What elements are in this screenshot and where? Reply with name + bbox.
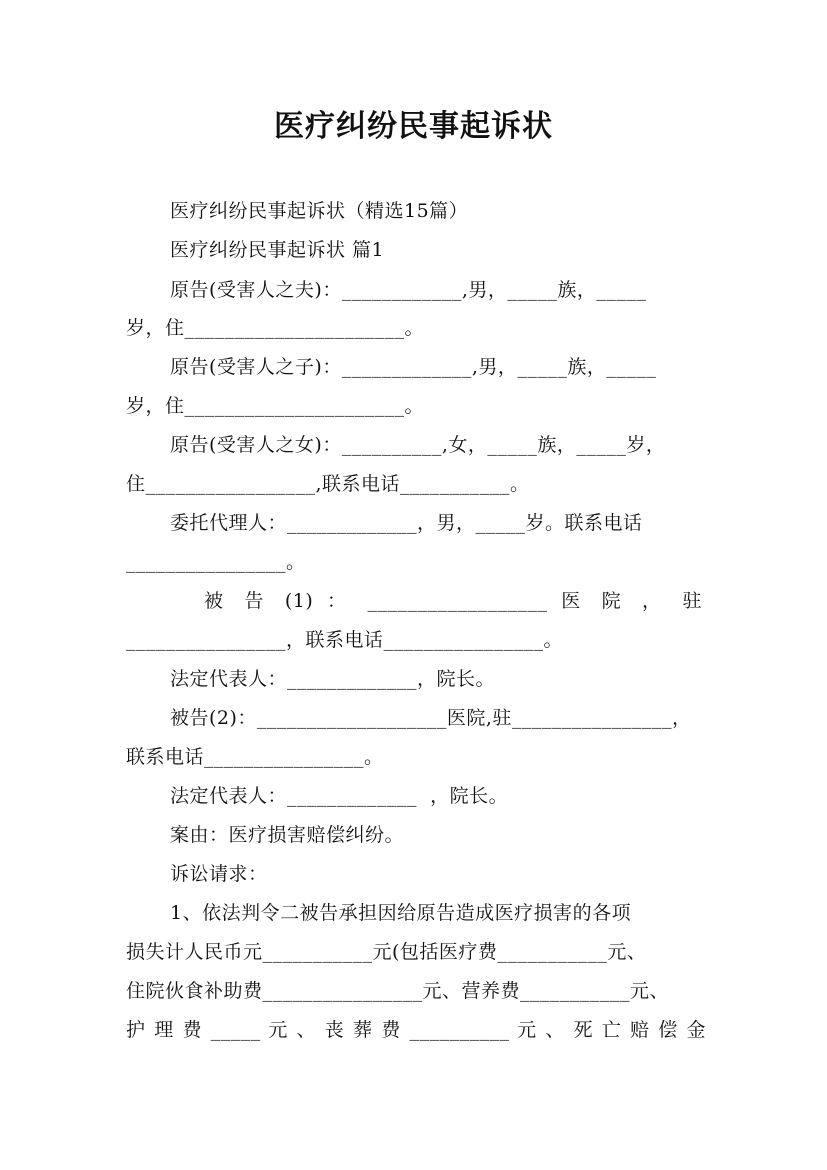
subtitle-line: 医疗纠纷民事起诉状（精选15篇） bbox=[170, 200, 469, 222]
defendant-1-address-line: ________________，联系电话________________。 bbox=[126, 629, 564, 651]
claim-1-continuation-line: 住院伙食补助费________________元、营养费___________元、 bbox=[126, 980, 670, 1002]
defendant-2-line: 被告(2)：___________________医院,驻________________， bbox=[170, 707, 692, 729]
defendant-2-phone-line: 联系电话________________。 bbox=[126, 746, 384, 768]
plaintiff-son-line: 原告(受害人之子)：_____________,男，_____族，_____ bbox=[170, 356, 657, 378]
plaintiff-son-address-line: 岁，住______________________。 bbox=[126, 395, 425, 417]
plaintiff-husband-address-line: 岁，住______________________。 bbox=[126, 317, 425, 339]
case-cause-line: 案由：医疗损害赔偿纠纷。 bbox=[170, 824, 405, 846]
plaintiff-husband-line: 原告(受害人之夫)：____________,男，_____族，_____ bbox=[170, 279, 647, 301]
defendant-1-line: 被 告 (1) ： __________________ 医 院 ， 驻 bbox=[204, 590, 702, 612]
defendant-2-representative-line: 法定代表人：_____________ ，院长。 bbox=[170, 785, 509, 807]
claims-heading: 诉讼请求： bbox=[170, 863, 268, 885]
claim-1-continuation-line: 护 理 费 _____ 元 、 丧 葬 费 __________ 元 、 死 亡 赔 偿 金 bbox=[126, 1019, 706, 1041]
claim-1-line: 1、依法判令二被告承担因给原告造成医疗损害的各项 bbox=[170, 902, 632, 924]
plaintiff-daughter-address-line: 住_________________,联系电话___________。 bbox=[126, 473, 530, 495]
section-heading: 医疗纠纷民事起诉状 篇1 bbox=[170, 239, 385, 261]
plaintiff-daughter-line: 原告(受害人之女)：__________,女，_____族，_____岁， bbox=[170, 434, 666, 456]
claim-1-continuation-line: 损失计人民币元___________元(包括医疗费___________元、 bbox=[126, 941, 647, 963]
defendant-1-representative-line: 法定代表人：_____________，院长。 bbox=[170, 668, 496, 690]
agent-line: 委托代理人：_____________，男，_____岁。联系电话 bbox=[170, 512, 643, 534]
document-title: 医疗纠纷民事起诉状 bbox=[274, 109, 553, 144]
agent-phone-line: ________________。 bbox=[126, 551, 306, 573]
